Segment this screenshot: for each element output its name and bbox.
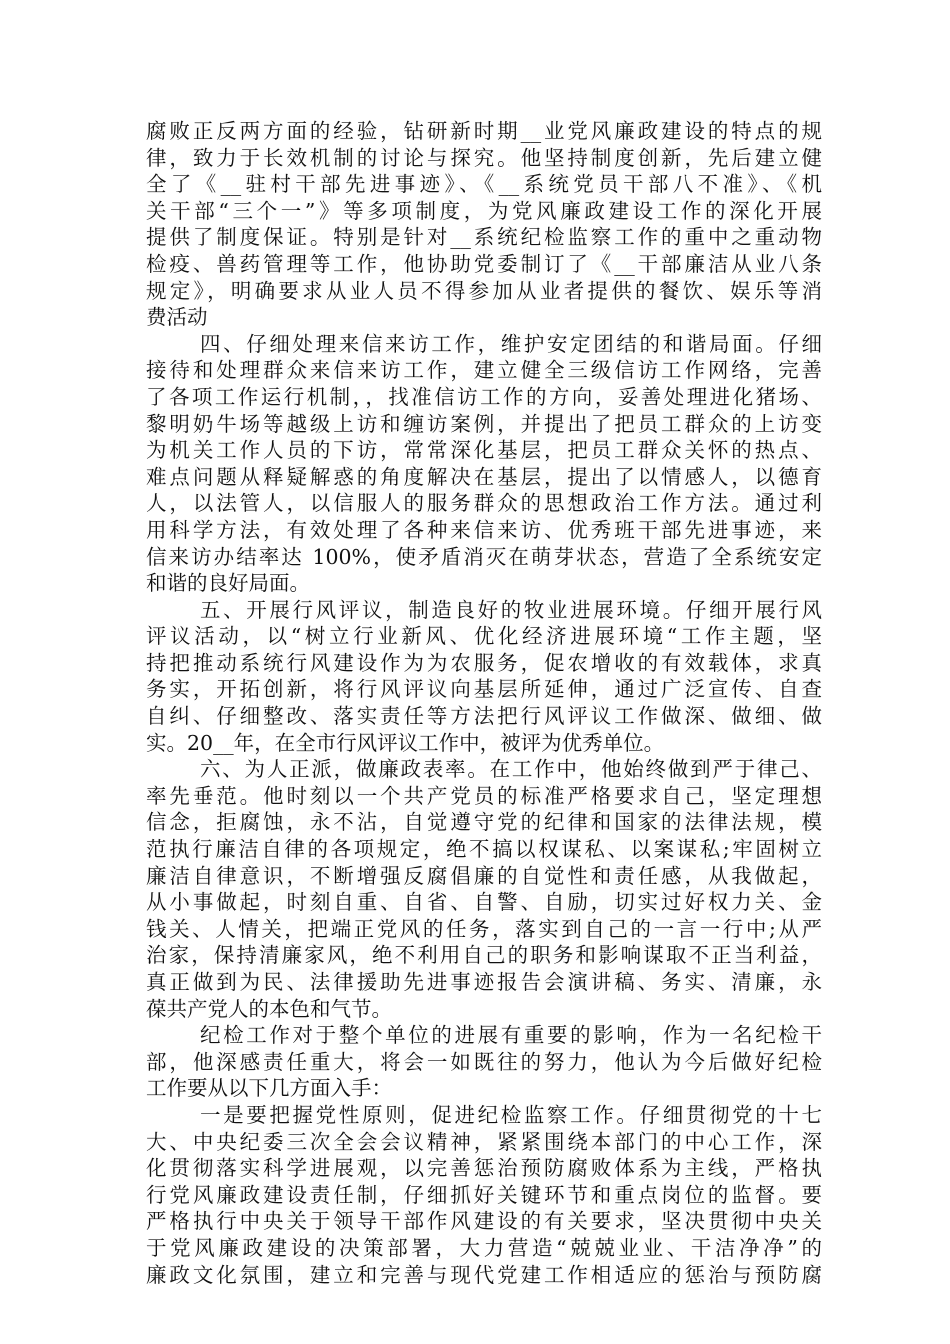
text-line: 为机关工作人员的下访，常常深化基层，把员工群众关怀的热点、	[146, 438, 822, 463]
text-line: 钱关、人情关，把端正党风的任务，落实到自己的一言一行中;从严	[146, 916, 822, 941]
text-line: 大、中央纪委三次全会会议精神，紧紧围绕本部门的中心工作，深	[146, 1129, 822, 1154]
text-line: 从小事做起，时刻自重、自省、自警、自励，切实过好权力关、金	[146, 890, 822, 915]
text-line: 接待和处理群众来信来访工作，建立健全三级信访工作网络，完善	[146, 358, 822, 383]
text-line: 规定》，明确要求从业人员不得参加从业者提供的餐饮、娱乐等消	[146, 278, 822, 303]
text-line: 治家，保持清廉家风，绝不利用自己的职务和影响谋取不正当利益，	[146, 943, 822, 968]
text-line: 廉洁自律意识，不断增强反腐倡廉的自觉性和责任感，从我做起，	[146, 863, 822, 888]
text-line: 自纠、仔细整改、落实责任等方法把行风评议工作做深、做细、做	[146, 704, 822, 729]
text-line: 范执行廉洁自律的各项规定，绝不搞以权谋私、以案谋私;牢固树立	[146, 837, 822, 862]
text-line: 律，致力于长效机制的讨论与探究。他坚持制度创新，先后建立健	[146, 145, 822, 170]
text-line: 提供了制度保证。特别是针对__系统纪检监察工作的重中之重动物	[146, 225, 822, 250]
text-line: 评议活动，以“树立行业新风、优化经济进展环境“工作主题，坚	[146, 624, 822, 649]
text-line: 实。20__年，在全市行风评议工作中，被评为优秀单位。	[146, 730, 665, 755]
text-line: 持把推动系统行风建设作为为农服务，促农增收的有效载体，求真	[146, 650, 822, 675]
text-line: 率先垂范。他时刻以一个共产党员的标准严格要求自己，坚定理想	[146, 783, 822, 808]
paragraph-first-line: 纪检工作对于整个单位的进展有重要的影响，作为一名纪检干	[200, 1023, 822, 1048]
text-line: 工作要从以下几方面入手：	[146, 1076, 392, 1101]
text-line: 黎明奶牛场等越级上访和缠访案例，并提出了把员工群众的上访变	[146, 411, 822, 436]
text-line: 于党风廉政建设的决策部署，大力营造“兢兢业业、干洁净净”的	[146, 1235, 822, 1260]
text-line: 化贯彻落实科学进展观，以完善惩治预防腐败体系为主线，严格执	[146, 1156, 822, 1181]
text-line: 葆共产党人的本色和气节。	[146, 996, 392, 1021]
document-body	[146, 118, 822, 1288]
text-line: 廉政文化氛围，建立和完善与现代党建工作相适应的惩治与预防腐	[146, 1262, 822, 1287]
text-line: 腐败正反两方面的经验，钻研新时期__业党风廉政建设的特点的规	[146, 119, 822, 143]
paragraph-first-line: 五、开展行风评议，制造良好的牧业进展环境。仔细开展行风	[200, 597, 822, 622]
text-line: 关干部“三个一”》等多项制度，为党风廉政建设工作的深化开展	[146, 198, 822, 223]
text-line: 真正做到为民、法律援助先进事迹报告会演讲稿、务实、清廉，永	[146, 970, 822, 994]
text-line: 务实，开拓创新，将行风评议向基层所延伸，通过广泛宣传、自查	[146, 677, 822, 702]
paragraph-first-line: 六、为人正派，做廉政表率。在工作中，他始终做到严于律己、	[200, 757, 822, 782]
text-line: 人，以法管人，以信服人的服务群众的思想政治工作方法。通过利	[146, 491, 822, 516]
text-line: 部，他深感责任重大，将会一如既往的努力，他认为今后做好纪检	[146, 1049, 822, 1074]
paragraph-first-line: 四、仔细处理来信来访工作，维护安定团结的和谐局面。仔细	[200, 331, 822, 356]
text-line: 检疫、兽药管理等工作，他协助党委制订了《__干部廉洁从业八条	[146, 251, 822, 276]
text-line: 行党风廉政建设责任制，仔细抓好关键环节和重点岗位的监督。要	[146, 1182, 822, 1207]
text-line: 全了《__驻村干部先进事迹》、《__系统党员干部八不准》、《机	[146, 172, 822, 197]
paragraph-first-line: 一是要把握党性原则，促进纪检监察工作。仔细贯彻党的十七	[200, 1102, 822, 1127]
text-line: 信念，拒腐蚀，永不沾，自觉遵守党的纪律和国家的法律法规，模	[146, 810, 822, 835]
text-line: 和谐的良好局面。	[146, 571, 310, 596]
text-line: 费活动	[146, 305, 208, 330]
text-line: 严格执行中央关于领导干部作风建设的有关要求，坚决贯彻中央关	[146, 1209, 822, 1234]
text-line: 用科学方法，有效处理了各种来信来访、优秀班干部先进事迹，来	[146, 517, 822, 542]
text-line: 了各项工作运行机制，，找准信访工作的方向，妥善处理进化猪场、	[146, 384, 822, 409]
text-line: 难点问题从释疑解惑的角度解决在基层，提出了以情感人，以德育	[146, 464, 822, 489]
text-line: 信来访办结率达 100%，使矛盾消灭在萌芽状态，营造了全系统安定	[146, 544, 822, 569]
